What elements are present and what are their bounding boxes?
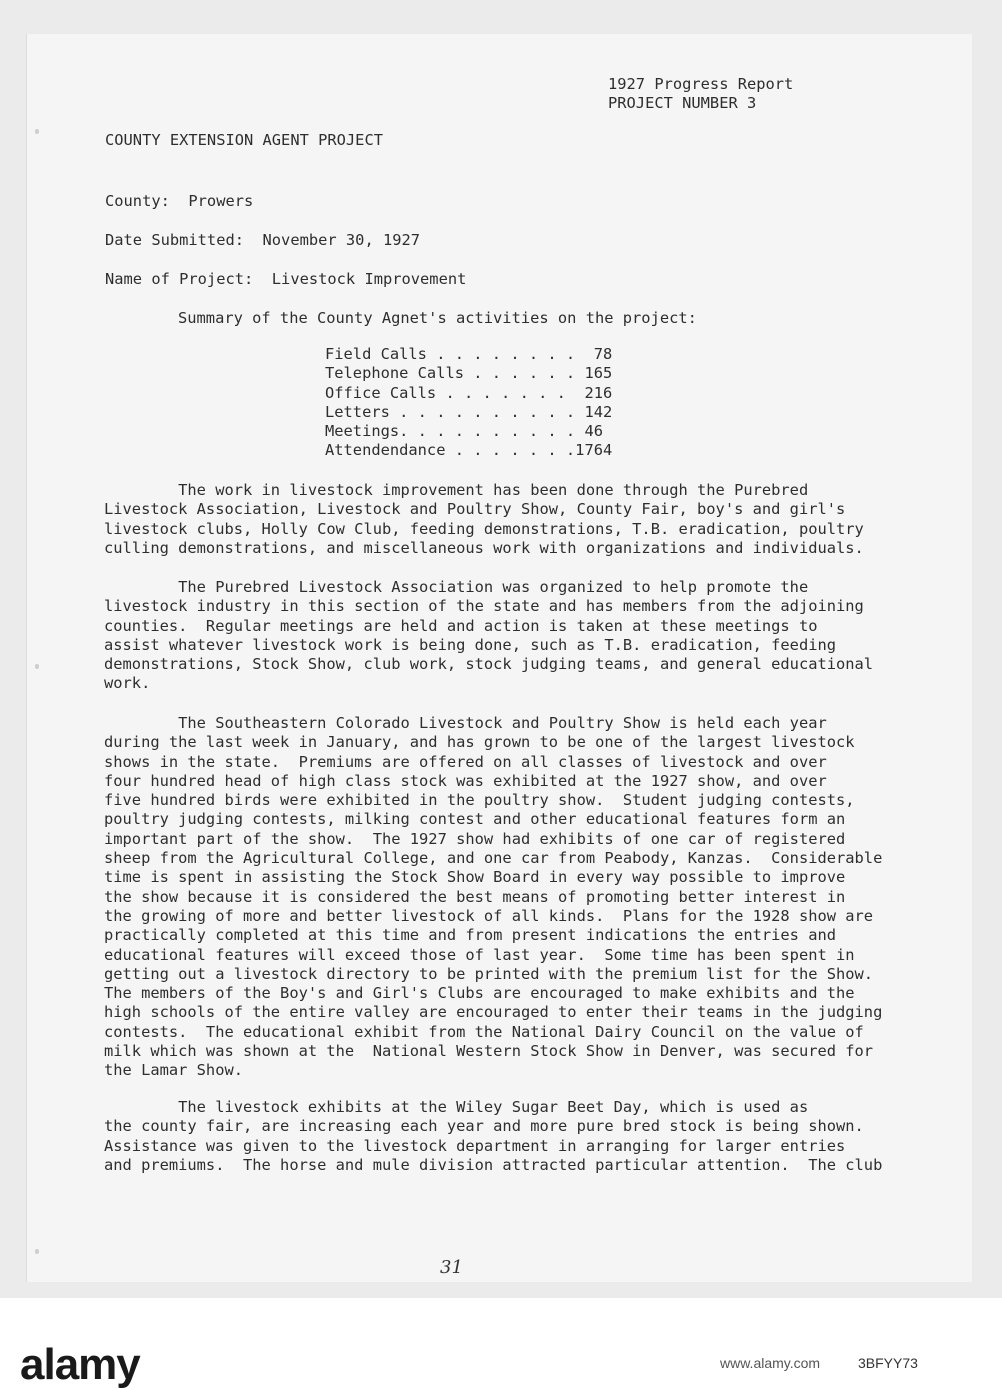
punch-hole-mark: [35, 664, 39, 669]
paragraph-purebred-association: The Purebred Livestock Association was organized to help promote the livestock industry in this section of the state and has members from the adjoining counties. Regular meetings are held and action is taken at these meetings to assist whatever livestock work is being done, such as T.B. eradication, feeding demonstrations, Stock Show, club work, stock judging teams, and general educational work.: [104, 578, 874, 693]
stat-attendance: Attendendance . . . . . . .1764: [325, 441, 613, 460]
footer-image-id: 3BFYY73: [858, 1355, 918, 1371]
report-header-line1: 1927 Progress Report: [608, 75, 794, 93]
county-line: County: Prowers: [105, 192, 254, 210]
stat-letters: Letters . . . . . . . . . . 142: [325, 402, 613, 421]
project-name-line: Name of Project: Livestock Improvement: [105, 270, 467, 288]
punch-hole-mark: [35, 1249, 39, 1254]
stock-footer: [0, 1298, 1002, 1390]
stat-field-calls: Field Calls . . . . . . . . 78: [325, 345, 613, 363]
alamy-logo: alamy: [20, 1340, 140, 1389]
date-submitted-line: Date Submitted: November 30, 1927: [105, 231, 421, 249]
punch-hole-mark: [35, 129, 39, 134]
paragraph-county-fair: The livestock exhibits at the Wiley Sugar Beet Day, which is used as the county fair, are increasing each year and more pure bred stock is being shown. Assistance was given to the livestock department in arranging for larger entries and premiums. The horse and mule division attracted particular attention. The club: [104, 1098, 883, 1174]
stat-office-calls: Office Calls . . . . . . . 216: [325, 383, 613, 402]
project-title: COUNTY EXTENSION AGENT PROJECT: [105, 131, 383, 149]
stat-meetings: Meetings. . . . . . . . . . 46: [325, 422, 603, 441]
stat-telephone-calls: Telephone Calls . . . . . . 165: [325, 364, 613, 383]
paragraph-overview: The work in livestock improvement has been done through the Purebred Livestock Association, Livestock and Poultry Show, County Fair, boy's and girl's livestock clubs, Holly Cow Club, feeding demonstrations, T.B. eradication, poultry culling demonstrations, and miscellaneous work with organizations and individuals.: [104, 481, 864, 557]
footer-site-url: www.alamy.com: [720, 1355, 821, 1371]
paragraph-livestock-poultry-show: The Southeastern Colorado Livestock and Poultry Show is held each year during the last week in January, and has grown to be one of the largest livestock shows in the state. Premiums are offered on all classes of livestock and over four hundred head of high class stock was exhibited at the 1927 show, and over five hundred birds were exhibited in the poultry show. Student judging contests, poultry judging contests, milking contest and other educational features form an important part of the show. The 1927 show had exhibits of one car of registered sheep from the Agricultural College, and one car from Peabody, Kanzas. Considerable time is spent in assisting the Stock Show Board in every way possible to improve the show because it is considered the best means of promoting better interest in the growing of more and better livestock of all kinds. Plans for the 1928 show are practically completed at this time and from present indications the entries and educational features will exceed those of last year. Some time has been spent in getting out a livestock directory to be printed with the premium list for the Show. The members of the Boy's and Girl's Clubs are encouraged to make exhibits and the high schools of the entire valley are encouraged to enter their teams in the judging contests. The educational exhibit from the National Dairy Council on the value of milk which was shown at the National Western Stock Show in Denver, was secured for the Lamar Show.: [104, 714, 883, 1080]
activity-stats-table: [325, 345, 612, 461]
summary-label: Summary of the County Agnet's activities on the project:: [178, 309, 697, 327]
page-number: 31: [440, 1257, 463, 1278]
report-header-line2: PROJECT NUMBER 3: [608, 94, 757, 112]
